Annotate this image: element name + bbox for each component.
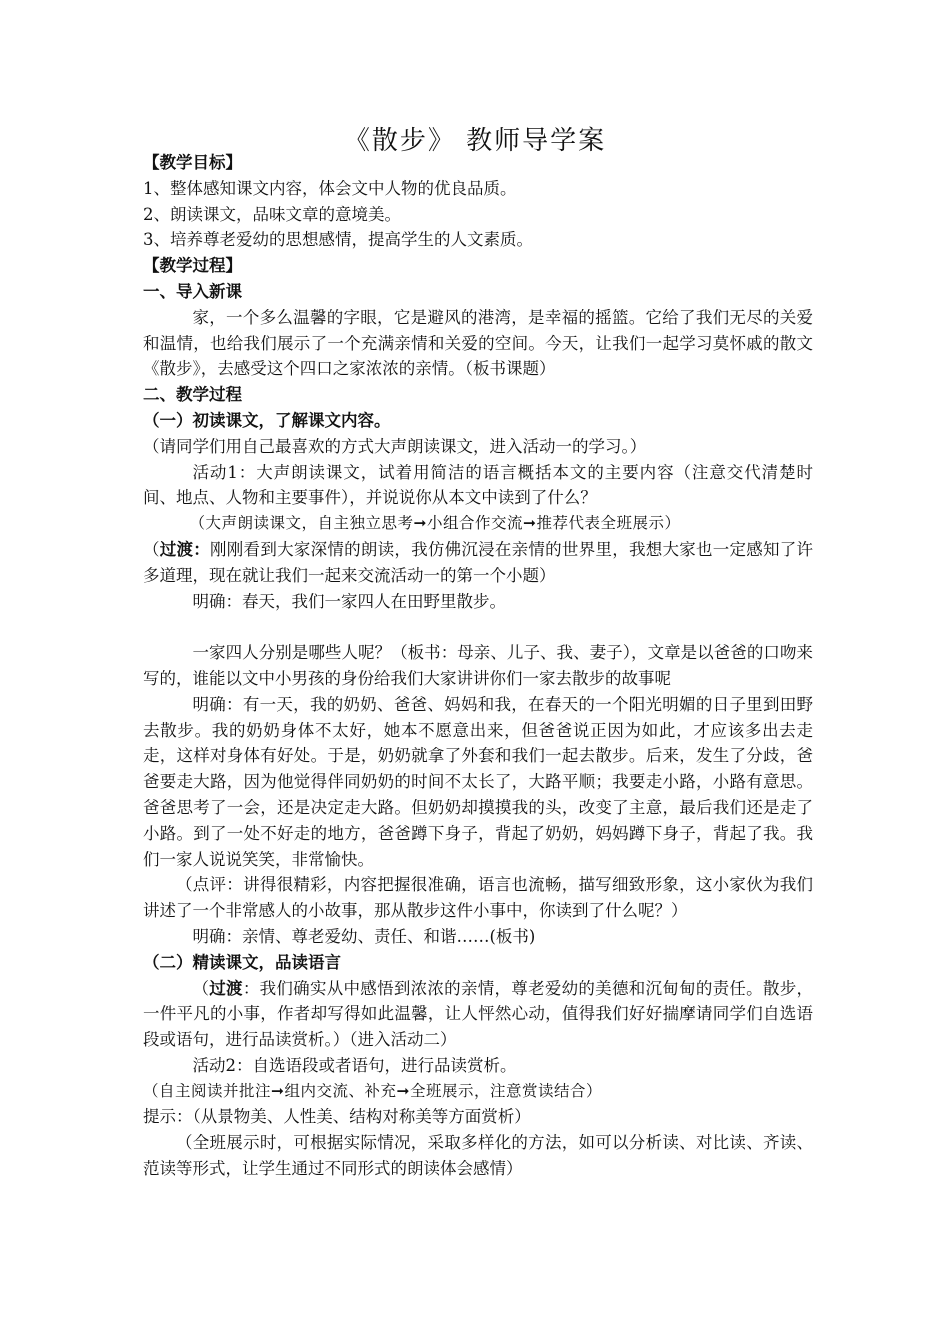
document-title: 《散步》 教师导学案 — [343, 126, 607, 156]
goal-item: 2、朗读课文，品味文章的意境美。 — [143, 204, 401, 224]
activity-two: 活动2：自选语段或者语句，进行品读赏析。 — [192, 1055, 517, 1075]
document-body — [143, 150, 813, 1182]
transition-open-paren: （ — [192, 978, 210, 998]
transition-text: ：我们确实从中感悟到浓浓的亲情，尊老爱幼的美德和沉甸甸的责任。散步，一件平凡的小事，作者却写得如此温馨，让人怦然心动，值得我们好好揣摩请同学们自选语段或语句，进行品读赏析。）（进入活动二） — [143, 978, 814, 1050]
goal-item: 3、培养尊老爱幼的思想感情，提高学生的人文素质。 — [143, 230, 533, 250]
heading-goals: 【教学目标】 — [143, 153, 242, 172]
teacher-comment: （点评：讲得很精彩，内容把握很准确，语言也流畅，描写细致形象，这小家伙为我们讲述了一个非常感人的小故事，那从散步这件小事中，你读到了什么呢？） — [143, 875, 813, 921]
question-two: 一家四人分别是哪些人呢？（板书：母亲、儿子、我、妻子），文章是以爸爸的口吻来写的，谁能以文中小男孩的身份给我们大家讲讲你们一家去散步的故事呢 — [143, 643, 813, 688]
answer-three: 明确：亲情、尊老爱幼、责任、和谐……(板书) — [192, 926, 536, 946]
heading-process: 【教学过程】 — [143, 256, 242, 276]
hint: 提示：（从景物美、人性美、结构对称美等方面赏析） — [143, 1107, 531, 1127]
answer-one: 明确：春天，我们一家四人在田野里散步。 — [192, 591, 506, 611]
transition-two — [143, 976, 813, 1053]
intro-paragraph: 家，一个多么温馨的字眼，它是避风的港湾，是幸福的摇篮。它给了我们无尽的关爱和温情，也给我们展示了一个充满亲情和关爱的空间。今天，让我们一起学习莫怀戚的散文《散步》，去感受这个四口之家浓浓的亲情。（板书课题） — [143, 307, 813, 379]
subsection-title-close-reading: （二）精读课文，品读语言 — [143, 952, 341, 972]
transition-one — [143, 537, 813, 589]
transition-open-paren: （ — [143, 539, 160, 559]
section-title-intro: 一、导入新课 — [143, 281, 242, 301]
blank-line — [143, 614, 813, 640]
activity-two-steps: （自主阅读并批注➞组内交流、补充➞全班展示，注意赏读结合） — [143, 1081, 602, 1100]
display-note: （全班展示时，可根据实际情况，采取多样化的方法，如可以分析读、对比读、齐读、范读等形式，让学生通过不同形式的朗读体会感情） — [143, 1133, 813, 1179]
activity-one: 活动1：大声朗读课文，试着用简洁的语言概括本文的主要内容（注意交代清楚时间、地点、人物和主要事件），并说说你从本文中读到了什么？ — [143, 462, 813, 508]
subsection-title-first-reading: （一）初读课文，了解课文内容。 — [143, 410, 391, 430]
transition-text: 刚刚看到大家深情的朗读，我仿佛沉浸在亲情的世界里，我想大家也一定感知了许多道理，现在就让我们一起来交流活动一的第一个小题） — [143, 539, 814, 585]
transition-label: 过渡 — [209, 978, 243, 998]
reading-instruction: （请同学们用自己最喜欢的方式大声朗读课文，进入活动一的学习。） — [143, 436, 647, 456]
answer-two: 明确：有一天，我的奶奶、爸爸、妈妈和我，在春天的一个阳光明媚的日子里到田野去散步。我的奶奶身体不太好，她本不愿意出来，但爸爸说正因为如此，才应该多出去走走，这样对身体有好处。于是，奶奶就拿了外套和我们一起去散步。后来，发生了分歧，爸爸要走大路，因为他觉得伴同奶奶的时间不太长了，大路平顺；我要走小路，小路有意思。爸爸思考了一会，还是决定走大路。但奶奶却摸摸我的头，改变了主意，最后我们还是走了小路。到了一处不好走的地方，爸爸蹲下身子，背起了奶奶，妈妈蹲下身子，背起了我。我们一家人说说笑笑，非常愉快。 — [143, 694, 813, 869]
section-title-process: 二、教学过程 — [143, 385, 242, 405]
goal-item: 1、整体感知课文内容，体会文中人物的优良品质。 — [143, 178, 517, 198]
activity-one-steps: （大声朗读课文，自主独立思考➞小组合作交流➞推荐代表全班展示） — [189, 514, 681, 533]
transition-label: 过渡： — [159, 539, 211, 559]
